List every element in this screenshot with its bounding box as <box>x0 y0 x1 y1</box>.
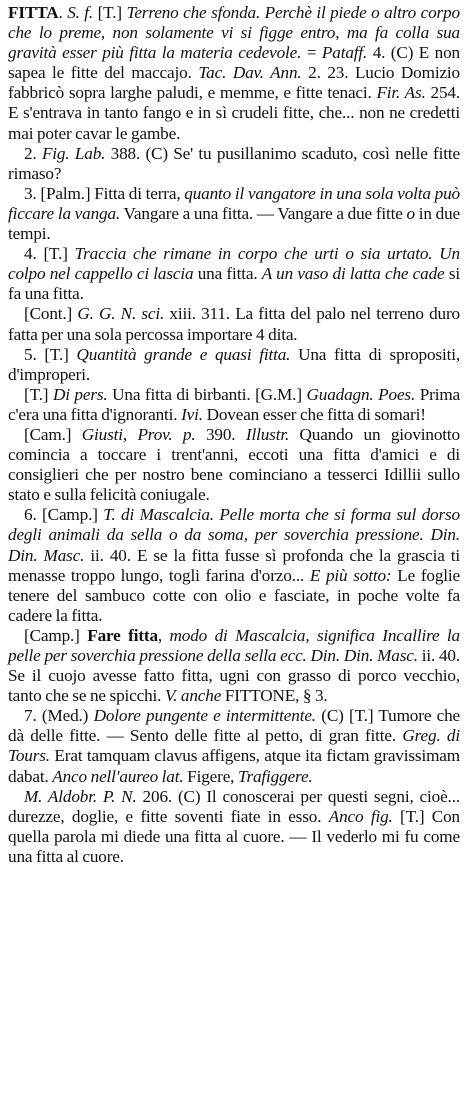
entry-text: [T.] <box>24 384 53 404</box>
entry-paragraph-sense-6 <box>8 505 460 626</box>
italic-text: Giusti, Prov. p. <box>81 424 196 444</box>
italic-text: Dolore pungente e intermittente. <box>93 706 316 726</box>
entry-text: [Camp.] <box>24 625 88 645</box>
italic-text: Anco nell'aureo lat. <box>52 766 184 786</box>
italic-text: Pataff. <box>321 43 368 63</box>
entry-paragraph-sense-5-cam <box>8 425 460 505</box>
italic-text: E più sotto: <box>309 565 392 585</box>
entry-text: (C) [T.] Tumore che dà delle fitte. — Sento delle fitte al petto, di gran fitte. <box>8 706 461 746</box>
italic-text: Din. Din. Masc. <box>8 525 460 565</box>
italic-text: Fir. As. <box>376 83 426 103</box>
entry-text: [T.] <box>93 3 127 22</box>
italic-text: Tac. Dav. Ann. <box>198 63 302 83</box>
italic-text: Traccia che rimane in corpo che urti o sia urtato. Un colpo nel cappello ci lascia <box>8 244 460 284</box>
italic-text: V. anche <box>164 686 222 706</box>
entry-paragraph-sense-6-camp <box>8 626 460 706</box>
entry-text: Dovean esser che fitta di somari! <box>202 404 426 424</box>
bold-term: FITTA <box>8 3 59 22</box>
italic-text: Ivi. <box>181 404 203 424</box>
entry-text: 4. (C) E non sapea le fitte del maccajo. <box>8 43 460 83</box>
entry-paragraph-sense-5 <box>8 345 460 385</box>
entry-text: 2. 23. Lucio Domizio fabbricò sopra larghe paludi, e memme, e fitte tenaci. <box>8 63 460 103</box>
entry-text: in due tempi. <box>8 203 461 244</box>
entry-text: Una fitta di birbanti. [G.M.] <box>107 384 307 404</box>
entry-text: = <box>301 43 322 63</box>
italic-text: Greg. di Tours. <box>8 726 460 766</box>
entry-text: . <box>58 3 68 22</box>
entry-text: 5. [T.] <box>24 344 77 364</box>
entry-text: ii. 40. E se la fitta fusse sì profonda che la grascia ti menasse troppo lungo, togli farina d'orzo... <box>8 545 460 585</box>
entry-paragraph-sense-7 <box>8 706 460 786</box>
italic-text: Illustr. <box>245 424 290 444</box>
entry-text: 7. (Med.) <box>24 706 94 726</box>
entry-paragraph-sense-2 <box>8 144 460 184</box>
italic-text: Di pers. <box>52 384 108 404</box>
entry-text: Figere, <box>183 766 238 786</box>
entry-text: xiii. 311. La fitta del palo nel terreno duro fatta per una sola percossa importare 4 dita. <box>8 304 460 344</box>
entry-text: Quando un giovinotto comincia a toccare i trent'anni, eccoti una fitta d'amici e di consiglieri che per nostro bene cominciano a tesserci Idillii sullo stato e sulla felicità coniugale. <box>8 424 460 505</box>
entry-text: Erat tamquam clavus affigens, atque ita fictam gravissimam dabat. <box>8 746 460 786</box>
entry-text: [Cam.] <box>24 424 82 444</box>
italic-text: T. di Mascalcia. Pelle morta che si forma sul dorso degli animali da sella o da soma, per soverchia pressione. <box>8 505 460 545</box>
entry-text: Vangare a una fitta. — Vangare a due fitte <box>120 203 407 223</box>
entry-text: [T.] Con quella parola mi diede una fitta al cuore. — Il vederlo mi fu come una fitta al cuore. <box>8 806 460 866</box>
italic-text: Guadagn. Poes. <box>306 384 416 404</box>
entry-text: Prima c'era una fitta d'ignoranti. <box>8 384 461 424</box>
italic-text: Fig. Lab. <box>41 143 106 163</box>
entry-text: si fa una fitta. <box>8 264 460 304</box>
entry-text: 206. (C) Il conoscerai per questi segni, cioè... durezze, doglie, e fitte soventi fiate in esso. <box>8 786 460 826</box>
entry-paragraph-sense-7-aldobr <box>8 787 460 867</box>
italic-text: Trafiggere. <box>237 766 313 786</box>
entry-text: 6. [Camp.] <box>24 505 104 525</box>
entry-text: 4. [T.] <box>24 244 75 264</box>
entry-paragraph-headword-entry <box>8 3 460 144</box>
italic-text: G. G. N. sci. <box>77 304 165 324</box>
italic-text: M. Aldobr. P. N. <box>24 786 137 806</box>
entry-text <box>424 525 431 544</box>
entry-text: ii. 40. Se il cuojo avesse fatto fitta, ugni con grasso di porco vecchio, tanto che se ne spicchi. <box>8 646 460 706</box>
italic-text: Terreno che sfonda. Perchè il piede o altro corpo che lo preme, non solamente vi si figge entro, ma fa colla sua gravità esser più fitta la materia cedevole. <box>8 3 460 63</box>
italic-text: modo di Mascalcia, significa Incallire la pelle per soverchia pressione della sella ecc. Din. Din. Masc. <box>8 625 460 665</box>
italic-text: quanto il vangatore in una sola volta può ficcare la vanga. <box>8 183 460 223</box>
entry-text: , <box>157 625 170 645</box>
entry-text: FITTONE, § 3. <box>221 686 328 706</box>
entry-paragraph-sense-5-pers <box>8 385 460 425</box>
italic-text: o <box>406 203 415 223</box>
italic-text: Quantità grande e quasi fitta. <box>76 344 291 364</box>
entry-text: Le foglie tenere del sambuco cotte con olio e fasciate, in poche volte fa cadere la fitta. <box>8 565 461 625</box>
bold-term: Fare fitta <box>87 625 158 645</box>
entry-text: 388. (C) Se' tu pusillanimo scaduto, così nelle fitte rimaso? <box>8 143 460 183</box>
entry-paragraph-sense-3 <box>8 184 460 244</box>
italic-text: S. f. <box>67 3 94 22</box>
entry-text: [Cont.] <box>24 304 78 324</box>
entry-paragraph-sense-4-cont <box>8 304 460 344</box>
entry-text: Una fitta di spropositi, d'improperi. <box>8 344 460 384</box>
entry-text: 390. <box>195 424 246 444</box>
entry-text: una fitta. <box>193 264 262 284</box>
entry-text: 254. E s'entrava in tanto fango e in sì crudeli fitte, che... non ne credetti mai poter cavar le gambe. <box>8 83 460 143</box>
italic-text: A un vaso di latta che cade <box>261 264 445 284</box>
italic-text: Anco fig. <box>328 806 393 826</box>
entry-text: 3. [Palm.] Fitta di terra, <box>24 183 185 203</box>
entry-text: 2. <box>24 143 42 163</box>
entry-paragraph-sense-4 <box>8 244 460 304</box>
